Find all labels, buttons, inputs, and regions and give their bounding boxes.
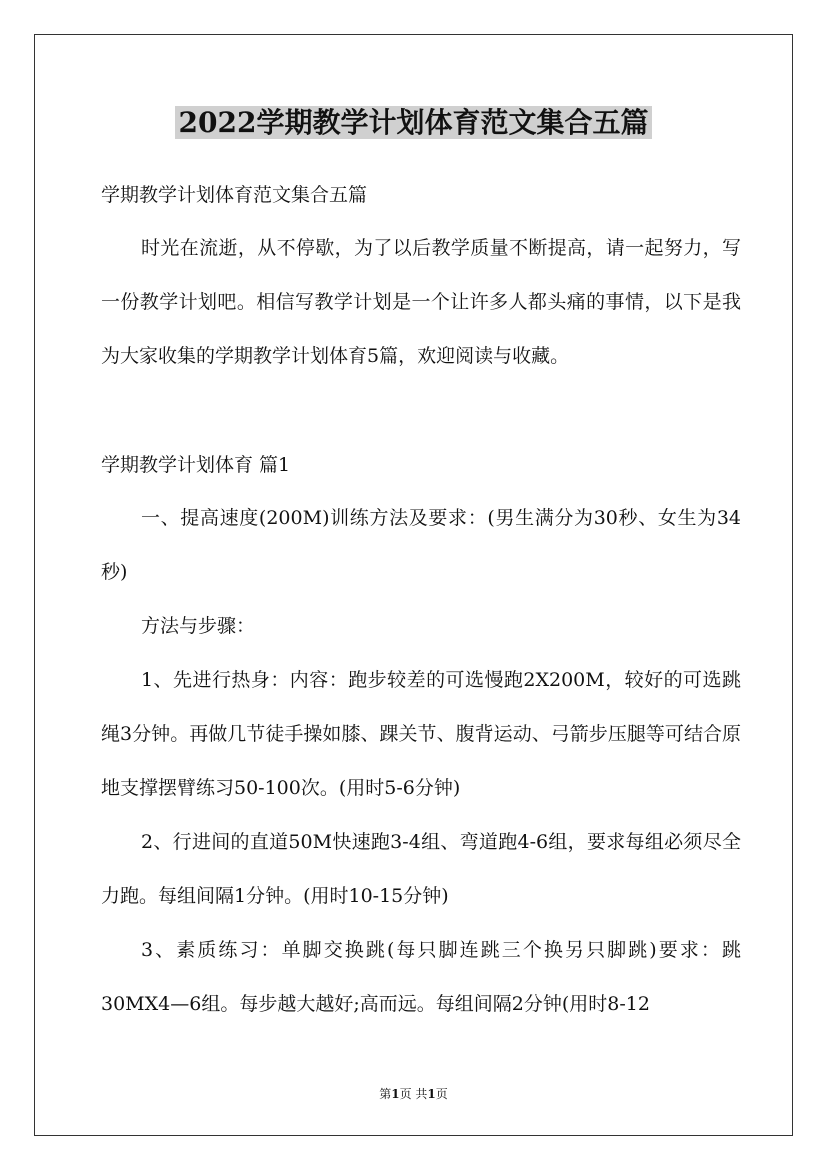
document-title-text: 2022学期教学计划体育范文集合五篇 bbox=[175, 106, 653, 139]
footer-page-suffix: 页 bbox=[435, 1087, 448, 1101]
document-title bbox=[0, 100, 827, 146]
footer-page-prefix: 第 bbox=[379, 1087, 392, 1101]
paragraph-step-2: 2、行进间的直道50M快速跑3-4组、弯道跑4-6组，要求每组必须尽全力跑。每组间隔1分钟。(用时10-15分钟) bbox=[101, 831, 741, 907]
intro-paragraph: 时光在流逝，从不停歇，为了以后教学质量不断提高，请一起努力，写一份教学计划吧。相信写教学计划是一个让许多人都头痛的事情，以下是我为大家收集的学期教学计划体育5篇，欢迎阅读与收藏。 bbox=[101, 237, 741, 367]
paragraph-speed-training: 一、提高速度(200M)训练方法及要求：(男生满分为30秒、女生为34秒) bbox=[101, 507, 741, 583]
page-footer bbox=[0, 1086, 827, 1102]
paragraph-method-steps: 方法与步骤： bbox=[141, 615, 256, 637]
footer-page-current: 1 bbox=[391, 1087, 400, 1101]
paragraph-step-3: 3、素质练习：单脚交换跳(每只脚连跳三个换另只脚跳)要求：跳30MX4—6组。每步越大越好;高而远。每组间隔2分钟(用时8-12 bbox=[101, 939, 741, 1015]
footer-page-mid: 页 共 bbox=[399, 1087, 428, 1101]
footer-page-total: 1 bbox=[427, 1087, 436, 1101]
document-subtitle: 学期教学计划体育范文集合五篇 bbox=[101, 184, 368, 206]
paragraph-step-1: 1、先进行热身：内容：跑步较差的可选慢跑2X200M，较好的可选跳绳3分钟。再做几节徒手操如膝、踝关节、腹背运动、弓箭步压腿等可结合原地支撑摆臂练习50-100次。(用时5-6分钟) bbox=[101, 669, 741, 799]
section-heading: 学期教学计划体育 篇1 bbox=[101, 454, 291, 476]
